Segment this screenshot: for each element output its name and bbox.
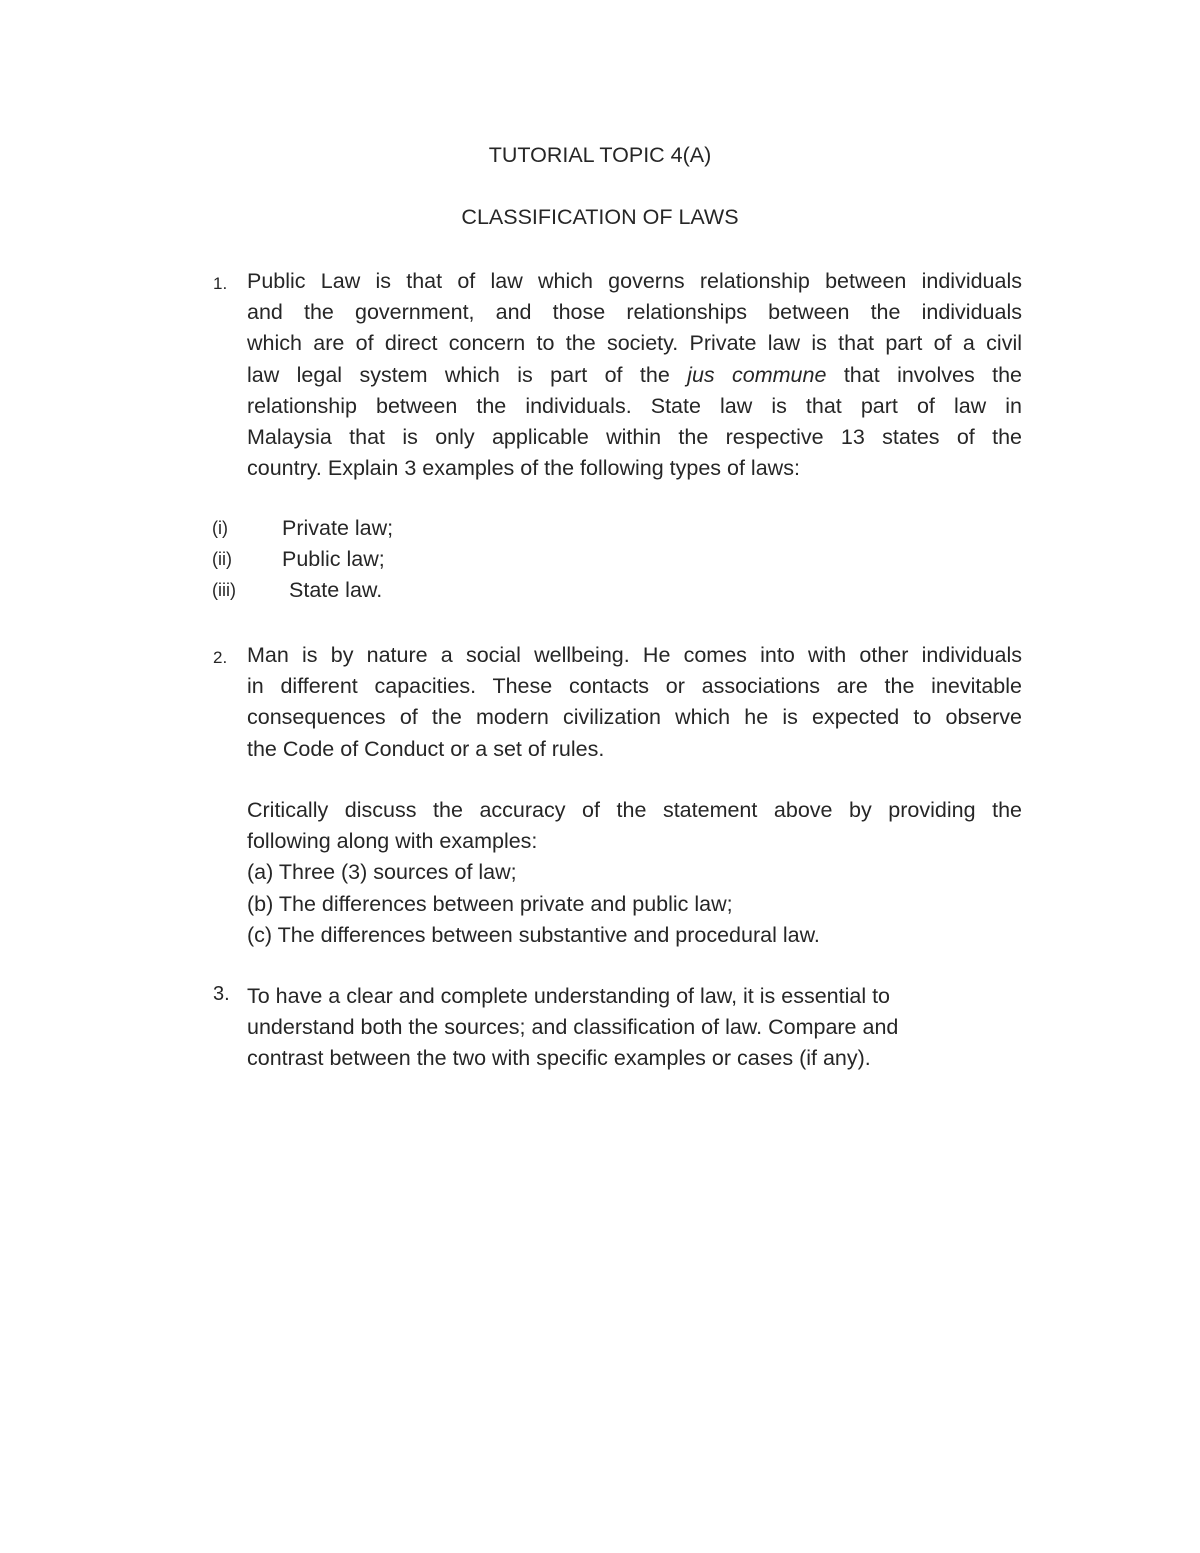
question-1-line: Public Law is that of law which governs relationship between individuals: [247, 269, 1022, 293]
question-1-line: Malaysia that is only applicable within the respective 13 states of the: [247, 425, 1022, 450]
question-2-discuss-line: Critically discuss the accuracy of the statement above by providing the: [247, 798, 1022, 822]
question-1-line: and the government, and those relationships between the individuals: [247, 300, 1022, 325]
question-2-number: 2.: [213, 648, 228, 667]
question-3-text: [247, 981, 1022, 1075]
sub-item-sources-of-law: (a) Three (3) sources of law;: [247, 860, 517, 885]
page-title: TUTORIAL TOPIC 4(A): [488, 143, 712, 167]
list-item-public-law: Public law;: [282, 547, 385, 571]
question-3-number: 3.: [213, 983, 230, 1005]
question-2-discussion: [247, 795, 1022, 951]
question-1-number: 1.: [213, 274, 228, 293]
list-item-private-law: Private law;: [282, 516, 394, 540]
jus-commune-term: jus commune: [687, 362, 827, 387]
question-1-line: which are of direct concern to the society. Private law is that part of a civil: [247, 331, 1022, 356]
list-item-state-law: State law.: [289, 578, 383, 602]
question-3-line: To have a clear and complete understanding of law, it is essential to: [247, 984, 890, 1008]
question-2-line: Man is by nature a social wellbeing. He comes into with other individuals: [247, 643, 1022, 667]
question-2-line: in different capacities. These contacts or associations are the inevitable: [247, 674, 1022, 699]
question-2-line: the Code of Conduct or a set of rules.: [247, 736, 605, 761]
sub-item-private-public: (b) The differences between private and public law;: [247, 891, 733, 916]
question-2-discuss-line: following along with examples:: [247, 829, 538, 854]
question-1-line-part: law legal system which is part of the: [247, 362, 670, 387]
question-3-line: understand both the sources; and classification of law. Compare and: [247, 1015, 899, 1040]
list-item-marker: (i): [212, 518, 228, 538]
question-3-line: contrast between the two with specific examples or cases (if any).: [247, 1046, 871, 1071]
list-item-marker: (ii): [212, 549, 232, 569]
question-1-text: [247, 266, 1022, 484]
question-1-line-jus-commune: [247, 360, 1022, 391]
question-1-line: country. Explain 3 examples of the following types of laws:: [247, 456, 800, 481]
list-item-marker: (iii): [212, 580, 236, 600]
page-subtitle: CLASSIFICATION OF LAWS: [461, 205, 739, 229]
question-1-line-part: that involves the: [843, 362, 1023, 387]
question-2-text: [247, 640, 1022, 765]
sub-item-substantive-procedural: (c) The differences between substantive and procedural law.: [247, 922, 820, 947]
question-1-line: relationship between the individuals. State law is that part of law in: [247, 393, 1022, 418]
question-2-line: consequences of the modern civilization which he is expected to observe: [247, 705, 1022, 730]
